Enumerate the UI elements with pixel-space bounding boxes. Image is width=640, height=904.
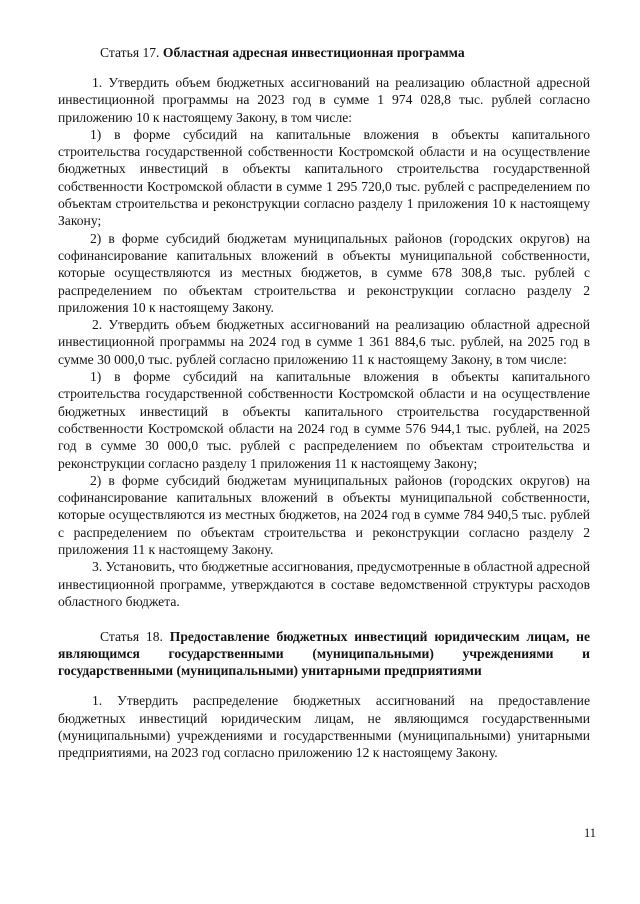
article-17-subitem-2-1: 1) в форме субсидий на капитальные вложения в объекты капитального строительства государственной собственности Костромской области и на осуществление бюджетных инвестиций в объекты капитального строительства государственной собственности Костромской области на 2024 год в сумме 576 944,1 тыс. рублей, на 2025 год в сумме 30 000,0 тыс. рублей с распределением по объектам строительства и реконструкции согласно разделу 1 приложения 11 к настоящему Закону; [58,369,590,471]
article-17-subitem-1-1: 1) в форме субсидий на капитальные вложения в объекты капитального строительства государственной собственности Костромской области и на осуществление бюджетных инвестиций в объекты капитального строительства государственной собственности Костромской области в сумме 1 295 720,0 тыс. рублей с распределением по объектам строительства и реконструкции согласно разделу 1 приложения 10 к настоящему Закону; [58,126,590,229]
article-17-heading [58,44,590,61]
article-17-title: Областная адресная инвестиционная программа [162,45,465,60]
article-17-subitem-2-2: 2) в форме субсидий бюджетам муниципальных районов (городских округов) на софинансирование капитальных вложений в объекты муниципальной собственности, которые осуществляются из местных бюджетов, на 2024 год в сумме 784 940,5 тыс. рублей с распределением по объектам строительства и реконструкции согласно разделу 2 приложения 11 к настоящему Закону. [58,472,590,558]
spacer [58,679,590,692]
page-number: 11 [583,826,596,840]
article-18-title: Предоставление бюджетных инвестиций юридическим лицам, не являющимся государственными (муниципальными) учреждениями и государственными (муниципальными) унитарными предприятиями [58,629,590,679]
article-17-paragraph-3: 3. Установить, что бюджетные ассигнования, предусмотренные в областной адресной инвестиционной программе, утверждаются в составе ведомственной структуры расходов областного бюджета. [58,559,590,609]
article-18-paragraph-1: 1. Утвердить распределение бюджетных ассигнований на предоставление бюджетных инвестиций юридическим лицам, не являющимся государственными (муниципальными) учреждениями и государственными (муниципальными) унитарными предприятиями, на 2023 год согласно приложению 12 к настоящему Закону. [58,693,590,761]
article-17-subitem-1-2: 2) в форме субсидий бюджетам муниципальных районов (городских округов) на софинансирование капитальных вложений в объекты муниципальной собственности, которые осуществляются из местных бюджетов, в сумме 678 308,8 тыс. рублей с распределением по объектам строительства и реконструкции согласно разделу 2 приложения 10 к настоящему Закону. [58,230,590,315]
article-17-number: Статья 17. [100,45,160,60]
article-18-number: Статья 18. [100,629,163,645]
article-17-paragraph-2: 2. Утвердить объем бюджетных ассигнований на реализацию областной адресной инвестиционной программы на 2024 год в сумме 1 361 884,6 тыс. рублей, на 2025 год в сумме 30 000,0 тыс. рублей согласно приложению 11 к настоящему Закону, в том числе: [58,317,590,367]
article-18-heading [58,628,590,679]
spacer [58,610,590,628]
article-17-paragraph-1: 1. Утвердить объем бюджетных ассигнований на реализацию областной адресной инвестиционной программы на 2023 год в сумме 1 974 028,8 тыс. рублей согласно приложению 10 к настоящему Закону, в том числе: [58,75,590,125]
spacer [58,61,590,74]
